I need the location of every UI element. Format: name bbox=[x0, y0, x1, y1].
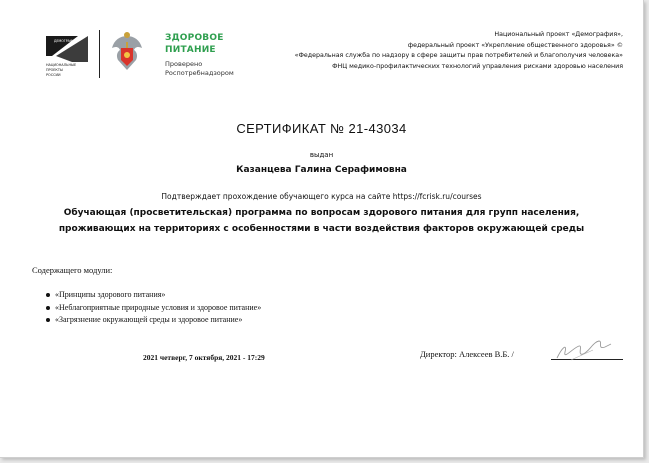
logo-divider bbox=[99, 30, 100, 78]
header-line-4: ФНЦ медико-профилактических технологий управления рисками здоровью населения bbox=[332, 62, 623, 70]
bullet-icon bbox=[46, 318, 50, 322]
modules-list bbox=[46, 289, 261, 327]
issued-label: выдан bbox=[309, 151, 334, 159]
certificate-title: СЕРТИФИКАТ № 21-43034 bbox=[236, 121, 407, 136]
header-line-2: федеральный проект «Укрепление общественного здоровья» © bbox=[407, 41, 623, 49]
np-logo-line-1: ДЕМОГРАФИЯ bbox=[54, 39, 78, 43]
list-item bbox=[46, 314, 261, 327]
brand-subtitle bbox=[165, 60, 255, 77]
module-label: «Принципы здорового питания» bbox=[55, 290, 166, 299]
national-projects-logo bbox=[42, 34, 92, 78]
module-label: «Неблагоприятные природные условия и здоровое питание» bbox=[55, 302, 262, 312]
issue-date: 2021 четверг, 7 октября, 2021 - 17:29 bbox=[143, 353, 265, 362]
header-organizations bbox=[243, 30, 623, 72]
header-line-1: Национальный проект «Демография», bbox=[494, 31, 623, 38]
list-item bbox=[46, 302, 261, 315]
np-logo-line-2: НАЦИОНАЛЬНЫЕ bbox=[46, 63, 77, 67]
np-logo-line-4: РОССИИ bbox=[46, 73, 61, 77]
rospotrebnadzor-emblem-icon bbox=[108, 30, 146, 76]
brand-subtitle-line-1: Проверено bbox=[165, 60, 203, 68]
program-title: Обучающая (просветительская) программа по вопросам здорового питания для групп населения, проживающих на территориях с особенностями в части воздействия факторов окружающей среды bbox=[58, 208, 585, 234]
recipient-name: Казанцева Галина Серафимовна bbox=[236, 165, 407, 175]
bullet-icon bbox=[46, 306, 50, 310]
signature-icon bbox=[553, 338, 613, 364]
np-logo-line-3: ПРОЕКТЫ bbox=[46, 68, 63, 72]
brand-title-line-1: ЗДОРОВОЕ bbox=[165, 33, 224, 43]
course-confirmation: Подтверждает прохождение обучающего курса на сайте https://fcrisk.ru/courses bbox=[161, 192, 482, 201]
list-item bbox=[46, 289, 261, 302]
director-signature-label: Директор: Алексеев В.Б. / bbox=[420, 349, 514, 359]
brand-title-line-2: ПИТАНИЕ bbox=[165, 45, 216, 55]
brand-subtitle-line-2: Роспотребнадзором bbox=[165, 68, 234, 77]
brand-title bbox=[165, 32, 255, 56]
modules-heading: Содержащего модули: bbox=[32, 265, 113, 275]
bullet-icon bbox=[46, 293, 50, 297]
header-line-3: «Федеральная служба по надзору в сфере защиты прав потребителей и благополучия человека» bbox=[294, 52, 623, 59]
module-label: «Загрязнение окружающей среды и здоровое питание» bbox=[55, 315, 243, 324]
